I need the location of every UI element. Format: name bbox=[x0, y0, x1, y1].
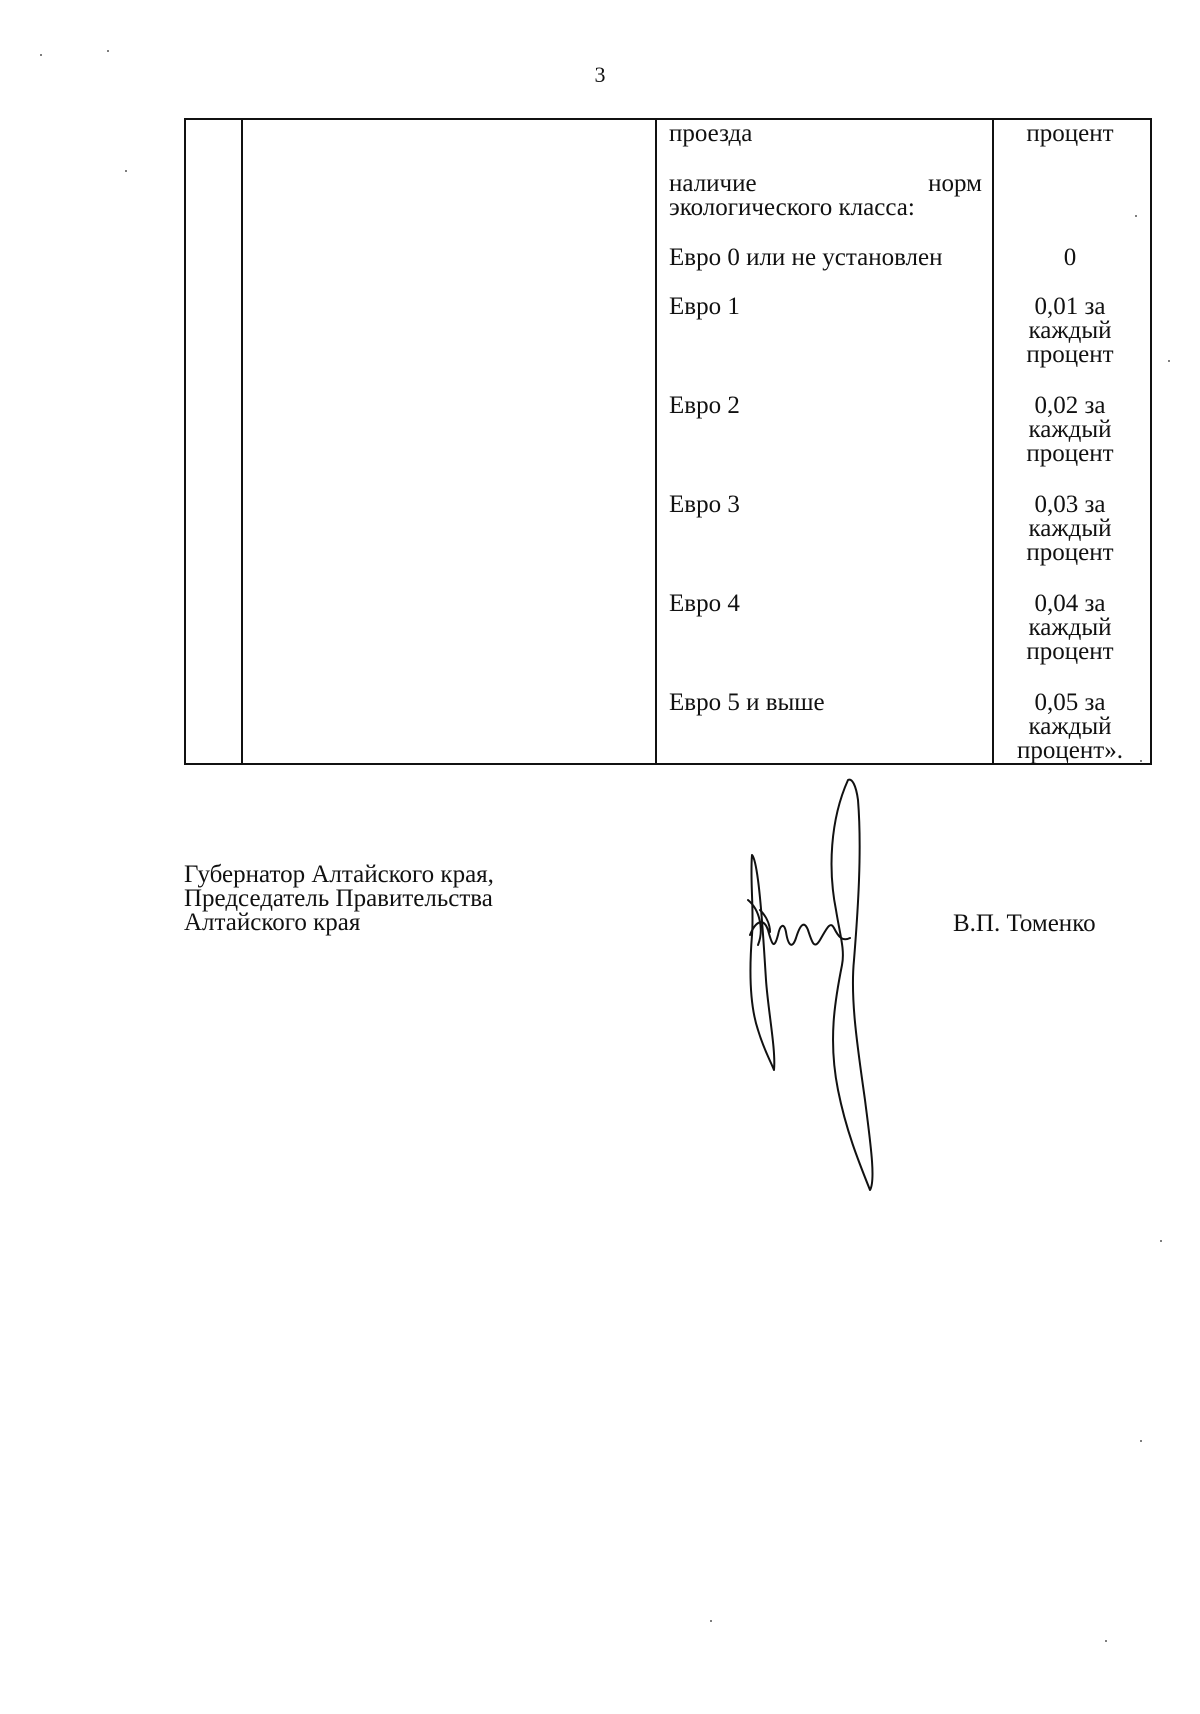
condition-euro5: Евро 5 и выше bbox=[669, 689, 825, 716]
value-euro5 bbox=[1000, 691, 1140, 763]
condition-eco-line1 bbox=[669, 172, 982, 196]
signatory-title bbox=[184, 863, 494, 935]
table-cell-criterion bbox=[242, 119, 656, 764]
table-cell-values bbox=[993, 119, 1151, 764]
value-euro1-each: каждый bbox=[1028, 317, 1112, 344]
value-euro2 bbox=[1000, 394, 1140, 493]
condition-euro1: Евро 1 bbox=[669, 293, 740, 320]
value-travel: процент bbox=[1026, 120, 1114, 147]
conditions-list bbox=[657, 120, 992, 715]
condition-euro2: Евро 2 bbox=[669, 392, 740, 419]
condition-euro4: Евро 4 bbox=[669, 590, 740, 617]
value-euro3 bbox=[1000, 493, 1140, 592]
signatory-title-line2: Председатель Правительства bbox=[184, 885, 493, 912]
value-euro5-each: каждый bbox=[1028, 713, 1112, 740]
condition-euro3: Евро 3 bbox=[669, 491, 740, 518]
table-cell-number bbox=[185, 119, 242, 764]
table-cell-conditions bbox=[656, 119, 993, 764]
value-euro1 bbox=[1000, 295, 1140, 394]
condition-eco-word2: норм bbox=[928, 170, 982, 197]
value-euro4-rate: 0,04 за bbox=[1034, 590, 1106, 617]
value-euro2-each: каждый bbox=[1028, 416, 1112, 443]
values-list bbox=[994, 120, 1150, 763]
value-euro2-unit: процент bbox=[1026, 440, 1114, 467]
condition-eco-line2: экологического класса: bbox=[669, 194, 915, 221]
value-euro5-unit: процент». bbox=[1017, 737, 1123, 764]
value-euro0: 0 bbox=[1063, 244, 1077, 271]
signatory-name: В.П. Томенко bbox=[953, 910, 1096, 937]
value-euro4-each: каждый bbox=[1028, 614, 1112, 641]
value-euro1-rate: 0,01 за bbox=[1034, 293, 1106, 320]
signatory-title-line3: Алтайского края bbox=[184, 909, 361, 936]
value-euro4-unit: процент bbox=[1026, 638, 1114, 665]
value-euro5-rate: 0,05 за bbox=[1034, 689, 1106, 716]
signature-icon bbox=[730, 760, 900, 1200]
value-euro2-rate: 0,02 за bbox=[1034, 392, 1106, 419]
signatory-title-line1: Губернатор Алтайского края, bbox=[184, 861, 494, 888]
condition-euro0: Евро 0 или не установлен bbox=[669, 244, 943, 271]
value-euro3-each: каждый bbox=[1028, 515, 1112, 542]
value-euro1-unit: процент bbox=[1026, 341, 1114, 368]
value-euro3-rate: 0,03 за bbox=[1034, 491, 1106, 518]
criteria-table bbox=[184, 118, 1152, 765]
table-row bbox=[185, 119, 1151, 764]
value-euro3-unit: процент bbox=[1026, 539, 1114, 566]
condition-eco-word1: наличие bbox=[669, 170, 757, 197]
value-euro4 bbox=[1000, 592, 1140, 691]
condition-travel: проезда bbox=[669, 120, 753, 147]
page-number: 3 bbox=[594, 62, 606, 87]
